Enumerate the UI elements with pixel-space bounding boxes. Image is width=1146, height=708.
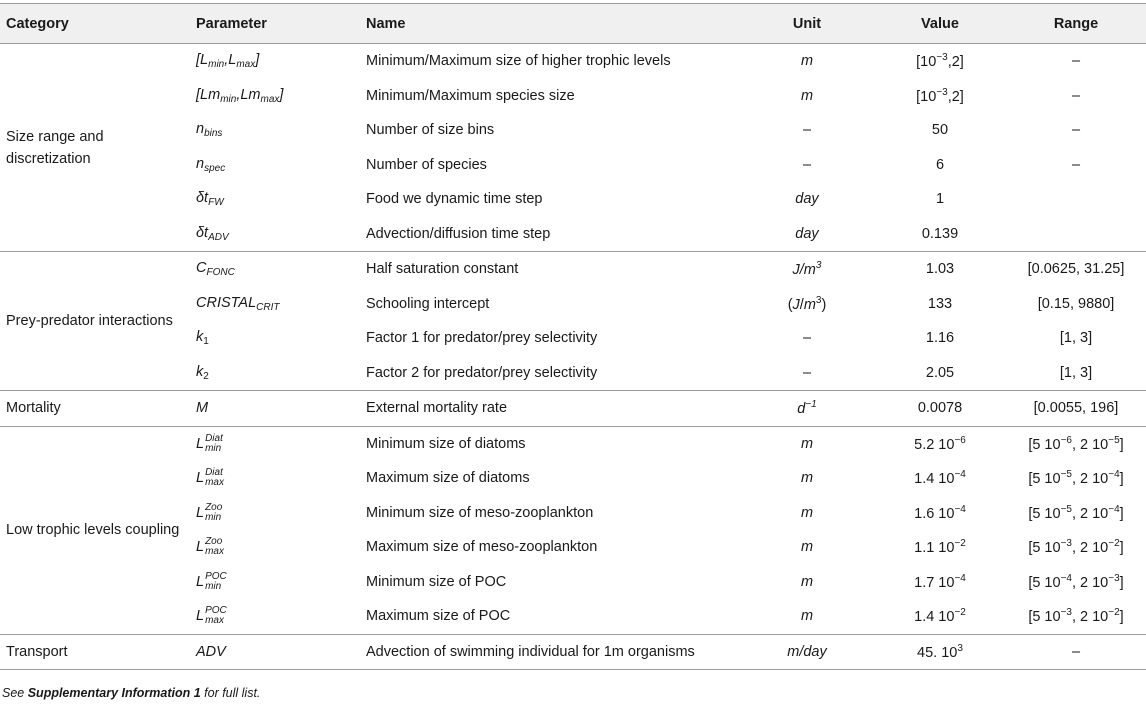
param-cell: L Zoo min [196, 501, 223, 523]
value-cell: 1.7 $10^{-4}$ [914, 572, 966, 591]
category-label: Mortality [6, 400, 61, 417]
name-cell: Number of species [366, 156, 487, 173]
unit-cell: m [800, 539, 814, 556]
value-cell: $[10^{-3},2]$ [916, 86, 964, 105]
unit-cell: m [800, 470, 814, 487]
range-cell [1006, 217, 1146, 252]
category-low-trophic [0, 426, 190, 634]
name-cell: Advection/diffusion time step [366, 225, 551, 242]
name-cell: Minimum/Maximum species size [366, 87, 575, 104]
category-label: Size range and discretization [6, 128, 104, 167]
range-cell: [5 $10^{-6}$, 2 $10^{-5}$] [1006, 426, 1146, 461]
unit-cell: – [802, 122, 812, 139]
name-cell: Advection of swimming individual for 1m organisms [360, 634, 740, 670]
name-cell: Number of size bins [366, 122, 495, 139]
value-cell: 6 [935, 156, 945, 173]
name-cell: Schooling intercept [366, 295, 490, 312]
param-cell: L Diat max [196, 467, 224, 489]
category-prey-predator [0, 252, 190, 391]
value-cell: $[10^{-3},2]$ [874, 44, 1006, 79]
name-cell: Maximum size of meso-zooplankton [366, 539, 598, 556]
param-cell: L Zoo max [196, 536, 224, 558]
category-size-range [0, 44, 190, 252]
header-name: Name [360, 4, 740, 44]
range-cell: [5 $10^{-4}$, 2 $10^{-3}$] [1028, 572, 1124, 591]
category-mortality [0, 391, 190, 427]
param-cell: $C_{FONC}$ [190, 252, 360, 287]
table-row [0, 426, 1146, 461]
name-cell: Maximum size of POC [366, 608, 511, 625]
range-cell: – [1071, 122, 1081, 139]
value-cell: 2.05 [925, 364, 955, 381]
param-cell: $[L_{min},L_{max}]$ [190, 44, 360, 79]
header-category: Category [0, 4, 190, 44]
value-cell: 45. $10^3$ [874, 634, 1006, 670]
range-cell: – [1006, 44, 1146, 79]
range-cell: – [1071, 156, 1081, 173]
param-cell: L POC max [196, 605, 227, 627]
value-cell: 0.139 [921, 225, 959, 242]
name-cell: Minimum size of diatoms [360, 426, 740, 461]
category-label: Low trophic levels coupling [6, 522, 180, 538]
unit-cell: day [795, 191, 819, 208]
range-cell: [0.0625, 31.25] [1006, 252, 1146, 287]
unit-cell: – [802, 330, 812, 347]
param-cell: $[Lm_{min},Lm_{max}]$ [196, 86, 284, 105]
value-cell: 1.4 $10^{-2}$ [914, 607, 966, 626]
parameter-table [0, 3, 1146, 670]
unit-cell: m [740, 44, 874, 79]
unit-cell: $J/m^3$ [740, 252, 874, 287]
unit-cell: m/day [740, 634, 874, 670]
param-cell: M [190, 391, 360, 427]
name-cell: Half saturation constant [360, 252, 740, 287]
name-cell: Minimum size of POC [366, 573, 507, 590]
value-cell: 1.1 $10^{-2}$ [914, 538, 966, 557]
range-cell: [1, 3] [1059, 364, 1093, 381]
table-row [0, 391, 1146, 427]
param-cell: $n_{bins}$ [196, 121, 223, 140]
unit-cell: m [800, 87, 814, 104]
value-cell: 1.6 $10^{-4}$ [914, 503, 966, 522]
unit-cell: m [800, 608, 814, 625]
param-cell: $n_{spec}$ [196, 155, 226, 174]
value-cell: 1.16 [925, 330, 955, 347]
range-cell: [5 $10^{-5}$, 2 $10^{-4}$] [1028, 503, 1124, 522]
header-range: Range [1006, 4, 1146, 44]
param-cell: $k_2$ [196, 363, 209, 382]
name-cell: Factor 2 for predator/prey selectivity [366, 364, 598, 381]
name-cell: External mortality rate [360, 391, 740, 427]
supplementary-link-text: Supplementary Information 1 [27, 686, 201, 700]
unit-cell: day [795, 225, 819, 242]
name-cell: Minimum/Maximum size of higher trophic levels [360, 44, 740, 79]
value-cell: 1.03 [874, 252, 1006, 287]
param-cell: $\delta t_{FW}$ [196, 190, 224, 209]
range-cell: [0.15, 9880] [1037, 295, 1115, 312]
param-cell: $\delta t_{ADV}$ [196, 224, 229, 243]
param-cell: $CRISTAL_{CRIT}$ [196, 294, 280, 313]
unit-cell: $d^{-1}$ [740, 391, 874, 427]
table-footnote: See Supplementary Information 1 for full list. [2, 686, 261, 700]
range-cell: [0.0055, 196] [1006, 391, 1146, 427]
param-cell: L POC min [196, 570, 227, 592]
unit-cell: m [800, 504, 814, 521]
table-header-row [0, 4, 1146, 44]
param-cell: ADV [190, 634, 360, 670]
name-cell: Maximum size of diatoms [366, 470, 530, 487]
param-cell: L Diat min [190, 426, 360, 461]
header-unit: Unit [740, 4, 874, 44]
header-value: Value [874, 4, 1006, 44]
range-cell: – [1071, 87, 1081, 104]
name-cell: Factor 1 for predator/prey selectivity [366, 330, 598, 347]
value-cell: 1 [935, 191, 945, 208]
unit-cell: m [740, 426, 874, 461]
range-cell: – [1006, 634, 1146, 670]
table-row [0, 44, 1146, 79]
category-transport [0, 634, 190, 670]
unit-cell: m [800, 573, 814, 590]
unit-cell: – [802, 364, 812, 381]
category-label: Prey-predator interactions [6, 313, 173, 329]
table-row [0, 634, 1146, 670]
header-parameter: Parameter [190, 4, 360, 44]
table-row [0, 252, 1146, 287]
range-cell: [1, 3] [1059, 330, 1093, 347]
range-cell: [5 $10^{-5}$, 2 $10^{-4}$] [1028, 469, 1124, 488]
value-cell: 0.0078 [874, 391, 1006, 427]
range-cell: [5 $10^{-3}$, 2 $10^{-2}$] [1028, 607, 1124, 626]
range-cell: [5 $10^{-3}$, 2 $10^{-2}$] [1028, 538, 1124, 557]
range-cell [1006, 182, 1146, 217]
parameter-table-container [0, 3, 1146, 670]
value-cell: 133 [927, 295, 953, 312]
name-cell: Minimum size of meso-zooplankton [366, 504, 594, 521]
value-cell: 1.4 $10^{-4}$ [914, 469, 966, 488]
name-cell: Food we dynamic time step [366, 191, 543, 208]
unit-cell: $(J/m^3)$ [787, 294, 827, 313]
value-cell: 5.2 $10^{-6}$ [874, 426, 1006, 461]
unit-cell: – [802, 156, 812, 173]
value-cell: 50 [931, 122, 949, 139]
param-cell: $k_1$ [196, 329, 209, 348]
category-label: Transport [6, 643, 68, 660]
